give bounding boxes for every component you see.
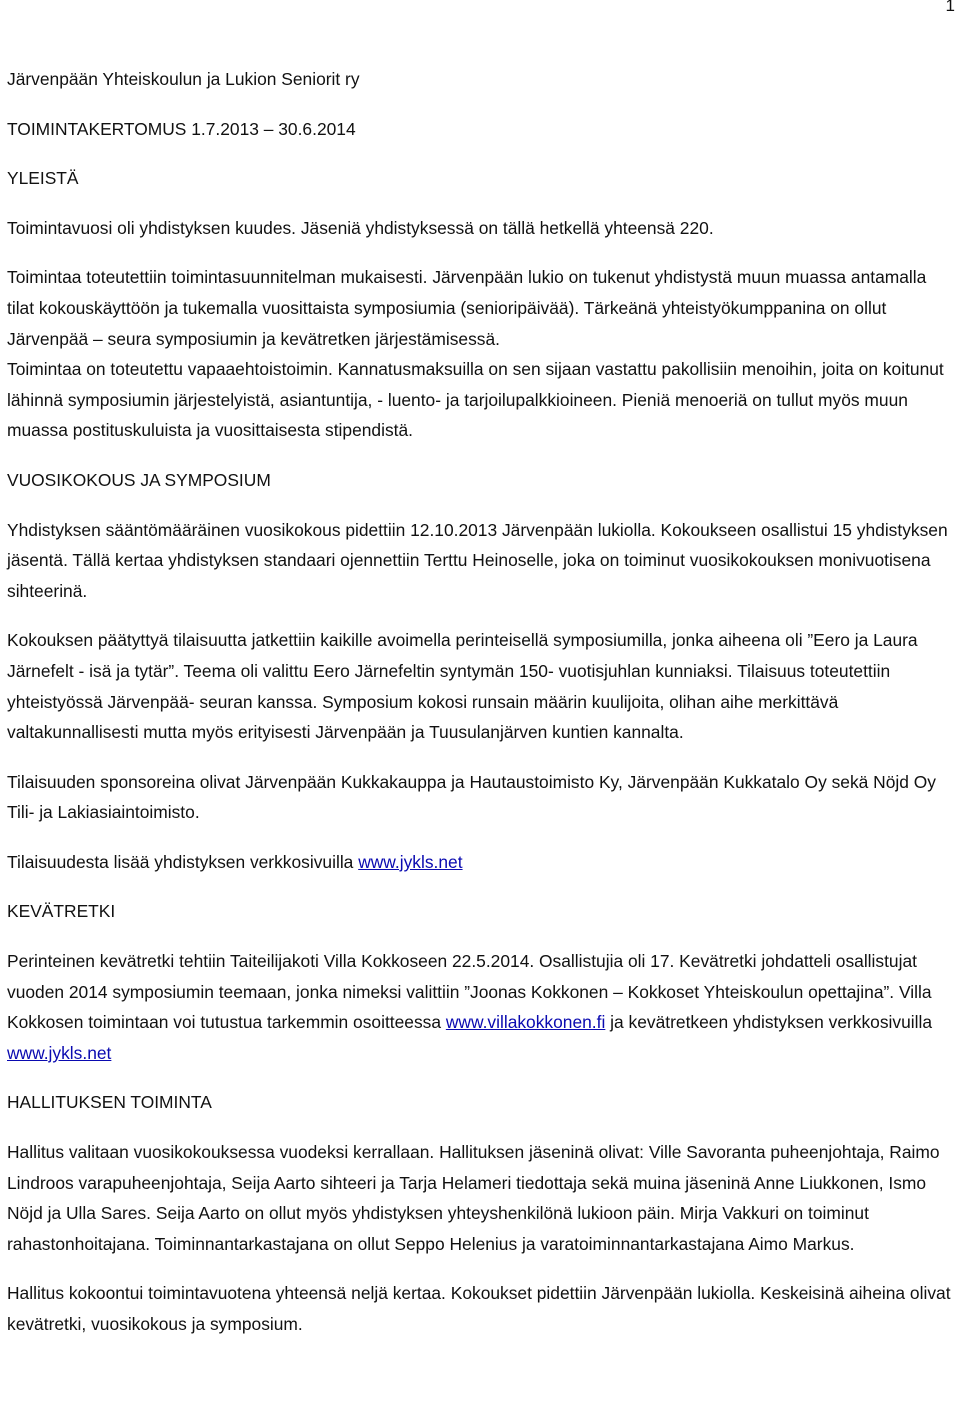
paragraph: Toimintaa toteutettiin toimintasuunnitelman mukaisesti. Järvenpään lukio on tukenut yhdistystä muun muassa antamalla tilat kokouskäyttöön ja tukemalla vuosittaista symposiumia (senioripäivää). Tärkeänä yhteistyökumppanina on ollut Järvenpää – seura symposiumin ja kevätretken järjestämisessä. (7, 267, 927, 349)
villakokkonen-link[interactable]: www.villakokkonen.fi (445, 1012, 606, 1033)
paragraph-text: Perinteinen kevätretki tehtiin Taiteilijakoti Villa Kokkoseen 22.5.2014. Osallistujia oli 17. Kevätretki johdatteli osallistujat vuoden 2014 symposiumin teemaan, jonka nimeksi valittiin ”Joonas Kokkonen – Kokkoset Yhteiskoulun opettajina”. Villa Kokkosen toimintaan voi tutustua tarkemmin osoitteessa (7, 951, 932, 1033)
section-heading-kevatretki: KEVÄTRETKI (7, 901, 116, 922)
paragraph: Kokouksen päätyttyä tilaisuutta jatkettiin kaikille avoimella perinteisellä symposiumilla, jonka aiheena oli ”Eero ja Laura Järnefelt - isä ja tytär”. Teema oli valittu Eero Järnefeltin syntymän 150- vuotisjuhlan kunniaksi. Tilaisuus toteutettiin yhteistyössä Järvenpää- seuran kanssa. Symposium kokosi runsain määrin kuulijoita, olihan aihe merkittävä valtakunnallisesti mutta myös erityisesti Järvenpään ja Tuusulanjärven kuntien kannalta. (7, 630, 918, 743)
paragraph: Hallitus kokoontui toimintavuotena yhteensä neljä kertaa. Kokoukset pidettiin Järvenpään lukiolla. Keskeisinä aiheina olivat kevätretki, vuosikokous ja symposium. (7, 1283, 951, 1334)
section-heading-hallitus: HALLITUKSEN TOIMINTA (7, 1092, 212, 1113)
paragraph: Toimintaa on toteutettu vapaaehtoistoimin. Kannatusmaksuilla on sen sijaan vastattu pakollisiin menoihin, joita on koitunut lähinnä symposiumin järjestelyistä, asiantuntija, - luento- ja tarjoilupalkkioineen. Pieniä menoeriä on tullut myös muun muassa postituskuluista ja vuosittaisesta stipendistä. (7, 359, 944, 441)
section-heading-vuosikokous: VUOSIKOKOUS JA SYMPOSIUM (7, 469, 271, 490)
section-heading-yleista: YLEISTÄ (7, 168, 79, 189)
paragraph: Tilaisuuden sponsoreina olivat Järvenpään Kukkakauppa ja Hautaustoimisto Ky, Järvenpään Kukkatalo Oy sekä Nöjd Oy Tili- ja Lakiasiaintoimisto. (7, 771, 936, 823)
paragraph (7, 847, 957, 878)
organization-name: Järvenpään Yhteiskoulun ja Lukion Seniorit ry (7, 69, 360, 89)
report-title: TOIMINTAKERTOMUS 1.7.2013 – 30.6.2014 (7, 118, 356, 139)
paragraph: Toimintavuosi oli yhdistyksen kuudes. Jäseniä yhdistyksessä on tällä hetkellä yhteensä 220. (7, 217, 714, 238)
website-link[interactable]: www.jykls.net (7, 1042, 112, 1063)
paragraph: Yhdistyksen sääntömääräinen vuosikokous pidettiin 12.10.2013 Järvenpään lukiolla. Kokoukseen osallistui 15 yhdistyksen jäsentä. Tällä kertaa yhdistyksen standaari ojennettiin Terttu Heinoselle, joka on toiminut vuosikokouksen monivuotisena sihteerinä. (7, 519, 948, 601)
paragraph (7, 946, 957, 1068)
document-body (7, 64, 957, 1340)
page-number: 1 (945, 0, 955, 15)
paragraph-text: ja kevätretkeen yhdistyksen verkkosivuilla (605, 1012, 933, 1033)
paragraph-text: Tilaisuudesta lisää yhdistyksen verkkosivuilla (7, 851, 359, 872)
website-link[interactable]: www.jykls.net (358, 851, 463, 872)
paragraph: Hallitus valitaan vuosikokouksessa vuodeksi kerrallaan. Hallituksen jäseninä olivat: Ville Savoranta puheenjohtaja, Raimo Lindroos varapuheenjohtaja, Seija Aarto sihteeri ja Tarja Helameri tiedottaja sekä muina jäseninä Anne Liukkonen, Ismo Nöjd ja Ulla Sares. Seija Aarto on ollut myös yhdistyksen yhteyshenkilönä lukioon päin. Mirja Vakkuri on toiminut rahastonhoitajana. Toiminnantarkastajana on ollut Seppo Helenius ja varatoiminnantarkastajana Aimo Markus. (7, 1142, 940, 1254)
